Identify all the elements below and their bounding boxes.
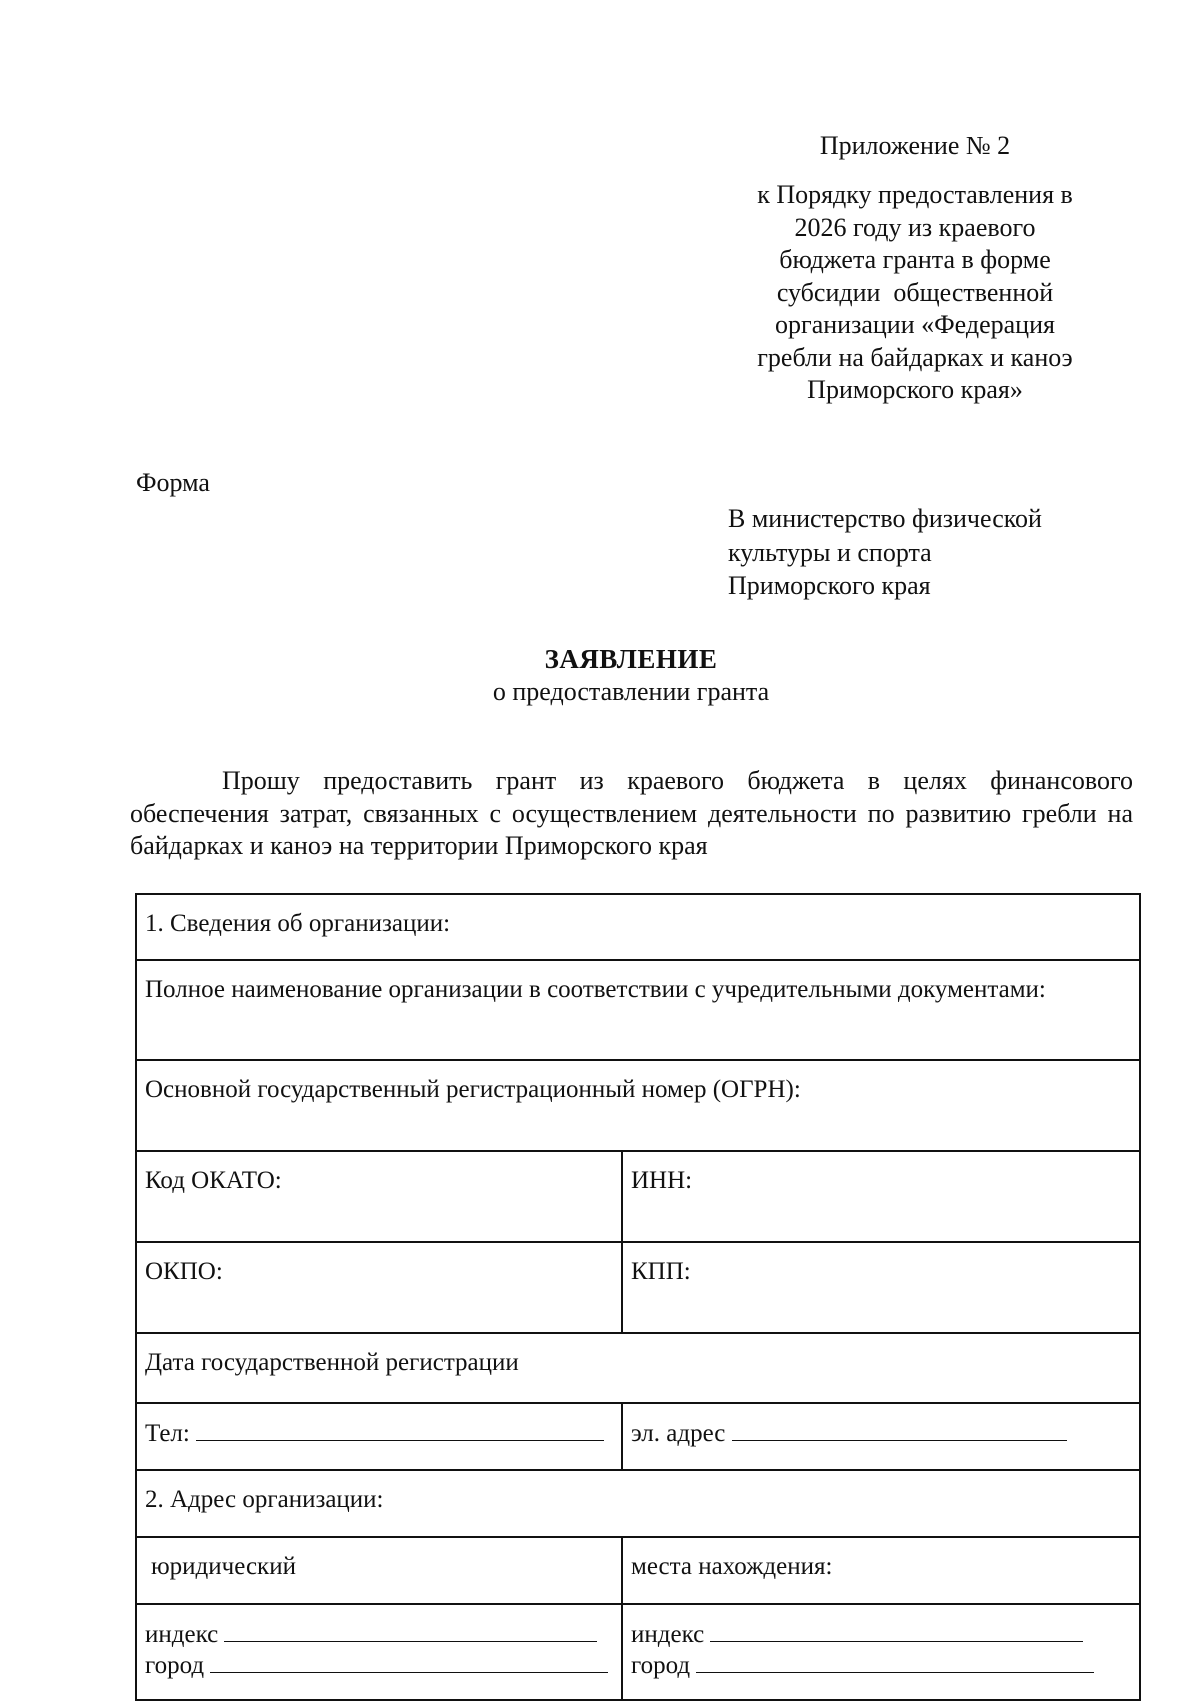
location-address-header <box>622 1537 1140 1604</box>
addressee-block <box>728 502 1108 603</box>
annex-line: субсидии общественной <box>776 277 1054 307</box>
registration-date-field[interactable] <box>136 1333 1140 1403</box>
document-subtitle: о предоставлении гранта <box>492 677 770 706</box>
legal-city-row <box>145 1650 613 1681</box>
registration-date-label: Дата государственной регистрации <box>145 1349 519 1376</box>
ogrn-label: Основной государственный регистрационный номер (ОГРН): <box>145 1076 801 1103</box>
request-paragraph: Прошу предоставить грант из краевого бюджета в целях финансового обеспечения затрат, связанных с осуществлением деятельности по развитию гребли на байдарках и каноэ на территории Приморского края <box>130 766 1133 860</box>
section1-header <box>136 894 1140 960</box>
location-city-label: город <box>631 1652 691 1679</box>
section1-header-text: 1. Сведения об организации: <box>145 910 451 937</box>
form-label: Форма <box>136 468 210 497</box>
legal-index-label: индекс <box>145 1621 219 1648</box>
document-title: ЗАЯВЛЕНИЕ <box>544 644 718 674</box>
kpp-field[interactable] <box>622 1242 1140 1333</box>
email-field[interactable] <box>622 1403 1140 1470</box>
addressee-line: культуры и спорта <box>728 537 932 567</box>
legal-address-header <box>136 1537 622 1604</box>
annex-line: организации «Федерация <box>775 310 1055 339</box>
legal-address-fields <box>136 1604 622 1700</box>
legal-index-blank-line[interactable] <box>224 1619 597 1642</box>
ogrn-field[interactable] <box>136 1060 1140 1151</box>
full-name-field[interactable] <box>136 960 1140 1060</box>
annex-line: Приморского края» <box>807 375 1023 404</box>
annex-line: 2026 году из краевого <box>794 212 1036 242</box>
okpo-field[interactable] <box>136 1242 622 1333</box>
okato-field[interactable] <box>136 1151 622 1242</box>
kpp-label: КПП: <box>631 1258 691 1285</box>
legal-city-blank-line[interactable] <box>210 1650 608 1673</box>
annex-reference <box>730 179 1100 407</box>
legal-city-label: город <box>145 1652 205 1679</box>
location-index-blank-line[interactable] <box>710 1619 1083 1642</box>
phone-label: Тел: <box>145 1420 190 1447</box>
okpo-label: ОКПО: <box>145 1258 223 1285</box>
annex-line: гребли на байдарках и каноэ <box>757 342 1073 372</box>
inn-label: ИНН: <box>631 1167 693 1194</box>
addressee-line: В министерство физической <box>728 504 1042 533</box>
legal-index-row <box>145 1619 613 1650</box>
okato-label: Код ОКАТО: <box>145 1167 282 1194</box>
phone-blank-line[interactable] <box>196 1418 604 1441</box>
annex-title: Приложение № 2 <box>819 131 1011 160</box>
location-address-fields <box>622 1604 1140 1700</box>
inn-field[interactable] <box>622 1151 1140 1242</box>
addressee-line: Приморского края <box>728 571 931 600</box>
location-city-blank-line[interactable] <box>696 1650 1094 1673</box>
phone-field[interactable] <box>136 1403 622 1470</box>
section2-header-text: 2. Адрес организации: <box>145 1486 384 1513</box>
email-blank-line[interactable] <box>732 1418 1067 1441</box>
annex-line: бюджета гранта в форме <box>779 245 1051 274</box>
location-city-row <box>631 1650 1131 1681</box>
organization-info-table <box>135 893 1141 1701</box>
annex-line: к Порядку предоставления в <box>757 180 1073 209</box>
location-address-label: места нахождения: <box>631 1553 833 1580</box>
email-label: эл. адрес <box>631 1420 726 1447</box>
full-name-label: Полное наименование организации в соответствии с учредительными документами: <box>145 976 1046 1003</box>
legal-address-label: юридический <box>151 1553 296 1580</box>
section2-header <box>136 1470 1140 1537</box>
location-index-label: индекс <box>631 1621 705 1648</box>
location-index-row <box>631 1619 1131 1650</box>
